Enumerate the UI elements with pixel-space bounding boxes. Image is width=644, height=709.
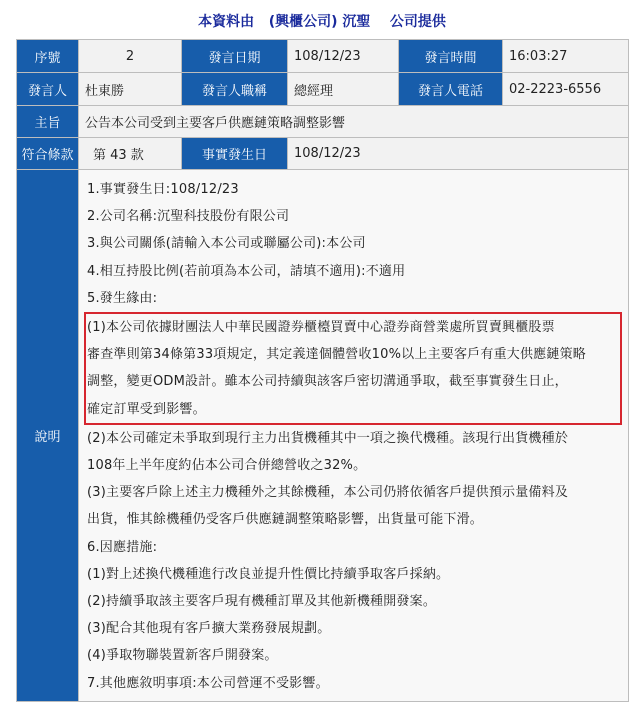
desc-line: 3.與公司關係(請輸入本公司或聯屬公司):本公司 bbox=[87, 236, 366, 252]
header-suffix: 公司提供 bbox=[389, 14, 446, 30]
desc-line: 6.因應措施: bbox=[87, 539, 158, 555]
desc-line: 7.其他應敘明事項:本公司營運不受影響。 bbox=[87, 675, 329, 691]
desc-line: 5.發生緣由: bbox=[87, 290, 158, 306]
desc-line: (3)配合其他現有客戶擴大業務發展規劃。 bbox=[87, 621, 331, 637]
desc-line-highlighted: (1)本公司依據財團法人中華民國證券櫃檯買賣中心證券商營業處所買賣興櫃股票 bbox=[87, 320, 555, 336]
desc-line: 2.公司名稱:沉聖科技股份有限公司 bbox=[87, 209, 290, 225]
time-value: 16:03:27 bbox=[503, 40, 629, 73]
subject-value: 公告本公司受到主要客戶供應鏈策略調整影響 bbox=[79, 106, 629, 138]
seq-value: 2 bbox=[79, 40, 182, 73]
speaker-value: 杜東勝 bbox=[79, 73, 182, 106]
speaker-title-value: 總經理 bbox=[288, 73, 399, 106]
announcement-table bbox=[16, 39, 629, 702]
subject-label: 主旨 bbox=[17, 106, 79, 138]
event-date-label: 事實發生日 bbox=[182, 138, 288, 170]
desc-line: (2)本公司確定未爭取到現行主力出貨機種其中一項之換代機種。該現行出貨機種於 bbox=[87, 430, 569, 446]
date-value: 108/12/23 bbox=[288, 40, 399, 73]
desc-line: 4.相互持股比例(若前項為本公司，請填不適用):不適用 bbox=[87, 263, 406, 279]
table-row bbox=[17, 138, 629, 170]
table-row bbox=[17, 170, 629, 702]
header-company: (興櫃公司) 沉聖 bbox=[268, 14, 371, 30]
header-prefix: 本資料由 bbox=[198, 14, 255, 30]
desc-line: 1.事實發生日:108/12/23 bbox=[87, 182, 239, 197]
event-date-value: 108/12/23 bbox=[288, 138, 629, 170]
desc-line: (3)主要客戶除上述主力機種外之其餘機種，本公司仍將依循客戶提供預示量備料及 bbox=[87, 485, 569, 501]
desc-line-highlighted: 調整，變更ODM設計。雖本公司持續與該客戶密切溝通爭取，截至事實發生日止， bbox=[87, 374, 568, 390]
desc-line: 出貨，惟其餘機種仍受客戶供應鏈調整策略影響，出貨量可能下滑。 bbox=[87, 512, 484, 528]
desc-line: (1)對上述換代機種進行改良並提升性價比持續爭取客戶採納。 bbox=[87, 566, 450, 582]
highlight-box bbox=[84, 312, 622, 425]
desc-line-highlighted: 審查準則第34條第33項規定，其定義達個體營收10%以上主要客戶有重大供應鏈策略 bbox=[87, 347, 586, 363]
description-label: 說明 bbox=[17, 170, 79, 702]
desc-line: (2)持續爭取該主要客戶現有機種訂單及其他新機種開發案。 bbox=[87, 594, 437, 610]
seq-label: 序號 bbox=[17, 40, 79, 73]
speaker-phone-value: 02-2223-6556 bbox=[503, 73, 629, 106]
desc-line: 108年上半年度約佔本公司合併總營收之32%。 bbox=[87, 458, 367, 474]
table-row bbox=[17, 73, 629, 106]
speaker-label: 發言人 bbox=[17, 73, 79, 106]
desc-line: (4)爭取物聯裝置新客戶開發案。 bbox=[87, 648, 278, 664]
speaker-title-label: 發言人職稱 bbox=[182, 73, 288, 106]
date-label: 發言日期 bbox=[182, 40, 288, 73]
table-row bbox=[17, 40, 629, 73]
clause-value: 第 43 款 bbox=[79, 138, 182, 170]
description-body bbox=[79, 170, 629, 702]
page-header bbox=[0, 0, 644, 40]
desc-line-highlighted: 確定訂單受到影響。 bbox=[87, 401, 206, 417]
speaker-phone-label: 發言人電話 bbox=[399, 73, 503, 106]
table-row bbox=[17, 106, 629, 138]
time-label: 發言時間 bbox=[399, 40, 503, 73]
clause-label: 符合條款 bbox=[17, 138, 79, 170]
